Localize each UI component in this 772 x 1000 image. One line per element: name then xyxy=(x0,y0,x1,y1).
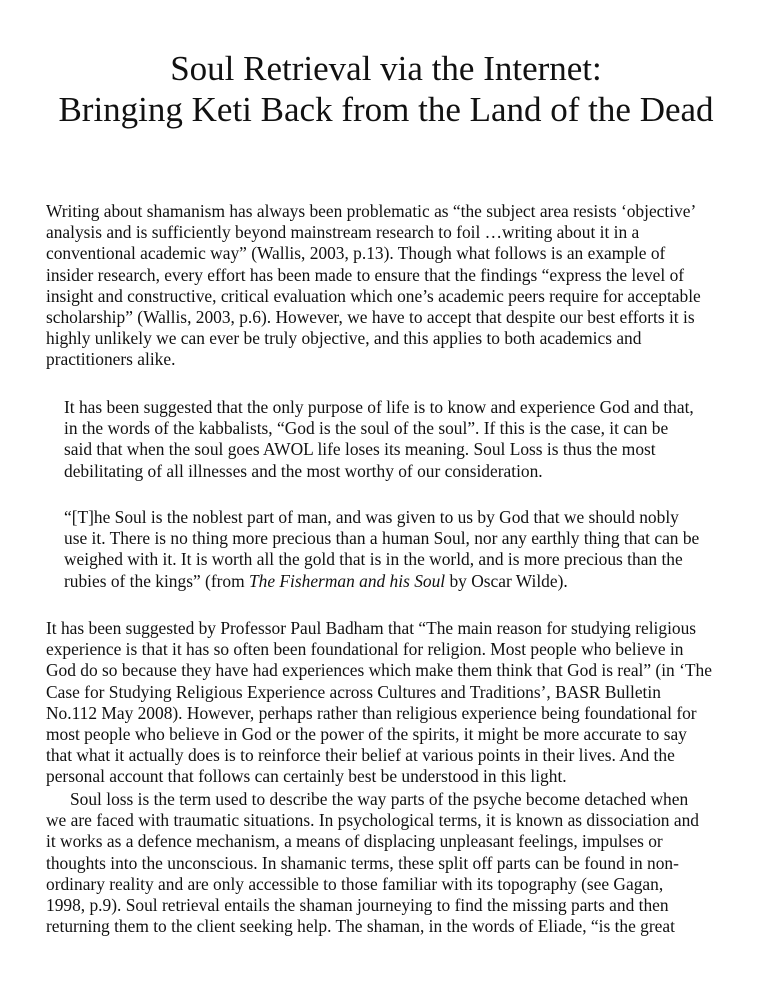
title-line-2: Bringing Keti Back from the Land of the Dead xyxy=(58,90,714,129)
soul-loss-paragraph xyxy=(46,789,736,937)
text-line: in the words of the kabbalists, “God is the soul of the soul”. If this is the case, it can be xyxy=(64,418,669,439)
text-line: scholarship” (Wallis, 2003, p.6). However, we have to accept that despite our best efforts it is xyxy=(46,307,695,328)
text-line: it works as a defence mechanism, a means of displacing unpleasant feelings, impulses or xyxy=(46,831,663,852)
text-line: “[T]he Soul is the noblest part of man, and was given to us by God that we should nobly xyxy=(64,507,679,527)
text-line: said that when the soul goes AWOL life loses its meaning. Soul Loss is thus the most xyxy=(64,439,656,460)
text-line: thoughts into the unconscious. In shamanic terms, these split off parts can be found in non- xyxy=(46,852,679,873)
book-title: The Fisherman and his Soul xyxy=(248,570,446,591)
text-line: conventional academic way” (Wallis, 2003, p.13). Though what follows is an example of xyxy=(46,243,666,264)
text-line: personal account that follows can certainly best be understood in this light. xyxy=(46,766,567,787)
text-line: highly unlikely we can ever be truly objective, and this applies to both academics and xyxy=(46,328,642,349)
citation-prefix: rubies of the kings” (from xyxy=(64,570,249,591)
title-line-1: Soul Retrieval via the Internet: xyxy=(170,49,602,88)
text-line: experience is that it has so often been foundational for religion. Most people who believe in xyxy=(46,639,684,660)
text-line: use it. There is no thing more precious than a human Soul, nor any earthly thing that can be xyxy=(64,528,700,549)
text-line: Soul loss is the term used to describe the way parts of the psyche become detached when xyxy=(70,789,689,809)
badham-paragraph xyxy=(46,618,736,788)
text-line: most people who believe in God or the power of the spirits, it might be more accurate to say xyxy=(46,724,687,745)
citation-suffix: by Oscar Wilde). xyxy=(445,570,568,591)
text-line: It has been suggested that the only purpose of life is to know and experience God and that, xyxy=(64,397,694,417)
text-line: ordinary reality and are only accessible to those familiar with its topography (see Gagan, xyxy=(46,873,664,894)
text-line: weighed with it. It is worth all the gold that is in the world, and is more precious than the xyxy=(64,549,683,570)
text-line: Case for Studying Religious Experience across Cultures and Traditions’, BASR Bulletin xyxy=(46,681,661,702)
text-line: analysis and is sufficiently beyond mainstream research to foil …writing about it in a xyxy=(46,222,640,243)
text-line: Writing about shamanism has always been problematic as “the subject area resists ‘objective’ xyxy=(46,201,697,221)
text-line: returning them to the client seeking help. The shaman, in the words of Eliade, “is the great xyxy=(46,916,675,937)
text-line: debilitating of all illnesses and the most worthy of our consideration. xyxy=(64,460,543,481)
text-line: insight and constructive, critical evaluation which one’s academic peers require for acceptable xyxy=(46,285,701,306)
text-line: It has been suggested by Professor Paul Badham that “The main reason for studying religious xyxy=(46,618,697,638)
text-line: God do so because they have had experiences which make them think that God is real” (in ‘The xyxy=(46,660,712,681)
text-line: that what it actually does is to reinforce their belief at various points in their lives. And the xyxy=(46,745,675,766)
text-line: No.112 May 2008). However, perhaps rather than religious experience being foundational for xyxy=(46,702,697,723)
text-line: practitioners alike. xyxy=(46,349,176,370)
block-quote-wilde xyxy=(64,507,736,592)
block-quote-soul-loss xyxy=(64,397,736,482)
text-line: 1998, p.9). Soul retrieval entails the shaman journeying to find the missing parts and then xyxy=(46,895,669,916)
text-line: insider research, every effort has been made to ensure that the findings “express the level of xyxy=(46,264,685,285)
document-title xyxy=(0,48,772,130)
intro-paragraph xyxy=(46,201,736,371)
text-line: we are faced with traumatic situations. In psychological terms, it is known as dissociation and xyxy=(46,810,699,831)
text-line-citation xyxy=(64,571,736,592)
